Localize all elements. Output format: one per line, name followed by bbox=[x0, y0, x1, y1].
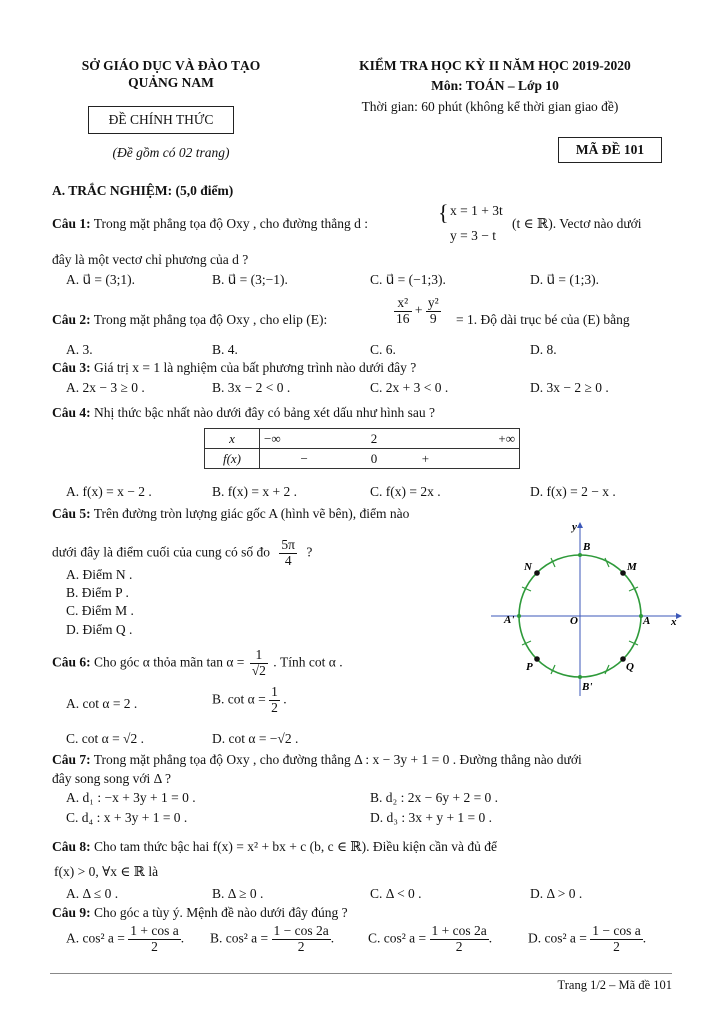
pages-note: (Đề gồm có 02 trang) bbox=[112, 145, 230, 160]
exam-code: MÃ ĐỀ 101 bbox=[558, 137, 662, 163]
q5-stem bbox=[52, 506, 409, 522]
q5-text2a: dưới đây là điểm cuối của cung có số đo bbox=[52, 544, 271, 560]
q5-opt-d[interactable]: D. Điểm Q . bbox=[66, 622, 133, 637]
sign-f-b: 0 bbox=[348, 449, 399, 469]
sign-x-b: 2 bbox=[348, 429, 399, 449]
sign-row-x bbox=[205, 429, 520, 449]
q6-text-b: . Tính cot α . bbox=[273, 654, 343, 670]
label-p: P bbox=[526, 661, 533, 673]
q8-opt-b[interactable]: B. Δ ≥ 0 . bbox=[212, 886, 264, 901]
q4-opt-b[interactable]: B. f(x) = x + 2 . bbox=[212, 484, 297, 499]
q5-stem2 bbox=[52, 538, 312, 569]
label-o: O bbox=[570, 615, 578, 627]
q9-opt-d-num: 1 − cos a bbox=[592, 923, 641, 938]
sign-head-x: x bbox=[205, 429, 260, 449]
q1-brace: { bbox=[438, 200, 449, 225]
official-label: ĐỀ CHÍNH THỨC bbox=[88, 106, 234, 134]
y-axis-arrow bbox=[577, 522, 583, 528]
q9-opt-d-den: 2 bbox=[613, 938, 620, 954]
q3-opt-a[interactable]: A. 2x − 3 ≥ 0 . bbox=[66, 380, 145, 395]
label-a-prime: A' bbox=[504, 614, 515, 626]
sign-f-c: + bbox=[400, 449, 520, 469]
q8-opt-d[interactable]: D. Δ > 0 . bbox=[530, 886, 583, 901]
q9-opt-a-end: . bbox=[180, 930, 185, 946]
q6-opt-b-den: 2 bbox=[271, 699, 278, 715]
q9-opt-c-num: 1 + cos 2a bbox=[431, 923, 487, 938]
q9-opt-c[interactable] bbox=[368, 924, 492, 955]
point-b-prime bbox=[578, 675, 582, 679]
q9-opt-b-text: B. cos² a = bbox=[210, 930, 269, 946]
q6-opt-b-text: B. cot α = bbox=[212, 691, 266, 707]
q1-label: Câu 1: bbox=[52, 216, 91, 231]
q7-label: Câu 7: bbox=[52, 752, 91, 767]
q2-frac1 bbox=[394, 296, 441, 327]
q5-opt-a[interactable]: A. Điểm N . bbox=[66, 567, 133, 582]
q6-opt-a[interactable]: A. cot α = 2 . bbox=[66, 696, 138, 711]
q2-opt-b[interactable]: B. 4. bbox=[212, 342, 238, 357]
point-n bbox=[534, 570, 540, 576]
q7-text2: đây song song với Δ ? bbox=[52, 771, 171, 786]
q2-label: Câu 2: bbox=[52, 312, 91, 327]
q5-opt-b[interactable]: B. Điểm P . bbox=[66, 585, 129, 600]
q9-label: Câu 9: bbox=[52, 905, 91, 920]
q1-sys1: x = 1 + 3t bbox=[450, 203, 503, 218]
q2-text-b: = 1. Độ dài trục bé của (E) bằng bbox=[456, 312, 630, 327]
q2-opt-d[interactable]: D. 8. bbox=[530, 342, 557, 357]
q6-frac-den: √2 bbox=[251, 662, 266, 678]
q5-text2b: ? bbox=[306, 544, 313, 560]
q6-opt-d[interactable]: D. cot α = −√2 . bbox=[212, 731, 299, 746]
q9-opt-a-den: 2 bbox=[151, 938, 158, 954]
dept-line2: QUẢNG NAM bbox=[128, 75, 214, 90]
q1-opt-a[interactable]: A. u⃗ = (3;1). bbox=[66, 272, 136, 287]
q5-frac-num: 5π bbox=[281, 537, 295, 552]
q5-opt-c[interactable]: C. Điểm M . bbox=[66, 603, 134, 618]
q9-stem bbox=[52, 905, 348, 921]
q9-opt-d[interactable] bbox=[528, 924, 646, 955]
page-footer: Trang 1/2 – Mã đề 101 bbox=[557, 978, 672, 992]
subject: Môn: TOÁN – Lớp 10 bbox=[431, 78, 559, 93]
q9-opt-c-den: 2 bbox=[455, 938, 463, 954]
q1-text2: đây là một vectơ chỉ phương của d ? bbox=[52, 252, 249, 267]
q2-f2-den: 9 bbox=[429, 310, 437, 326]
q8-stem bbox=[52, 839, 497, 855]
q2-opt-a[interactable]: A. 3. bbox=[66, 342, 93, 357]
q5-text: Trên đường tròn lượng giác gốc A (hình vẽ bên), điểm nào bbox=[93, 506, 410, 521]
q1-cond: (t ∈ ℝ). Vectơ nào dưới bbox=[512, 216, 642, 231]
q4-opt-c[interactable]: C. f(x) = 2x . bbox=[370, 484, 441, 499]
q8-opt-c[interactable]: C. Δ < 0 . bbox=[370, 886, 422, 901]
q9-opt-d-end: . bbox=[642, 930, 647, 946]
q6-opt-b-end: . bbox=[283, 691, 287, 707]
q2-plus: + bbox=[414, 302, 423, 318]
q4-label: Câu 4: bbox=[52, 405, 91, 420]
q3-label: Câu 3: bbox=[52, 360, 91, 375]
q7-text: Trong mặt phẳng tọa độ Oxy , cho đường thẳng Δ : x − 3y + 1 = 0 . Đường thẳng nào dưới bbox=[93, 752, 582, 767]
sign-row-f bbox=[205, 449, 520, 469]
exam-time: Thời gian: 60 phút (không kể thời gian giao đề) bbox=[361, 99, 619, 114]
q8-text2: f(x) > 0, ∀x ∈ ℝ là bbox=[54, 864, 159, 879]
trig-circle-figure bbox=[486, 520, 686, 700]
q1-opt-b[interactable]: B. u⃗ = (3;−1). bbox=[212, 272, 288, 287]
q9-opt-a-text: A. cos² a = bbox=[66, 930, 125, 946]
sign-x-c: +∞ bbox=[400, 429, 520, 449]
q6-frac-num: 1 bbox=[250, 648, 268, 664]
q9-opt-b-den: 2 bbox=[297, 938, 305, 954]
q9-opt-c-end: . bbox=[488, 930, 493, 946]
q6-opt-b[interactable] bbox=[212, 685, 287, 716]
q9-text: Cho góc a tùy ý. Mệnh đề nào dưới đây đúng ? bbox=[94, 905, 348, 920]
q6-label: Câu 6: bbox=[52, 654, 91, 670]
dept-line1: SỞ GIÁO DỤC VÀ ĐÀO TẠO bbox=[81, 58, 261, 73]
point-m bbox=[620, 570, 626, 576]
q5-frac-den: 4 bbox=[284, 552, 292, 568]
q9-opt-b-num: 1 − cos 2a bbox=[273, 923, 329, 938]
q6-text-a: Cho góc α thỏa mãn tan α = bbox=[94, 654, 245, 670]
q8-label: Câu 8: bbox=[52, 839, 91, 854]
q4-opt-d[interactable]: D. f(x) = 2 − x . bbox=[530, 484, 616, 499]
point-p bbox=[534, 656, 540, 662]
q7-opt-d[interactable]: D. d₃ : 3x + y + 1 = 0 . bbox=[370, 810, 493, 825]
q5-label: Câu 5: bbox=[52, 506, 91, 521]
section-a-title: A. TRẮC NGHIỆM: (5,0 điểm) bbox=[52, 183, 234, 198]
label-a: A bbox=[643, 615, 651, 627]
q9-opt-a-num: 1 + cos a bbox=[130, 923, 179, 938]
sign-head-f: f(x) bbox=[205, 449, 260, 469]
point-b bbox=[578, 553, 582, 557]
q7-opt-b[interactable]: B. d₂ : 2x − 6y + 2 = 0 . bbox=[370, 790, 499, 805]
sign-table bbox=[204, 428, 520, 469]
label-m: M bbox=[627, 561, 637, 573]
q9-opt-d-text: D. cos² a = bbox=[528, 930, 587, 946]
exam-title: KIỂM TRA HỌC KỲ II NĂM HỌC 2019-2020 bbox=[359, 58, 631, 73]
q8-text: Cho tam thức bậc hai f(x) = x² + bx + c (b, c ∈ ℝ). Điều kiện cần và đủ để bbox=[94, 839, 497, 854]
q2-opt-c[interactable]: C. 6. bbox=[370, 342, 396, 357]
x-axis-arrow bbox=[676, 613, 682, 619]
point-q bbox=[620, 656, 626, 662]
q7-opt-a[interactable]: A. d₁ : −x + 3y + 1 = 0 . bbox=[66, 790, 196, 805]
q4-opt-a[interactable]: A. f(x) = x − 2 . bbox=[66, 484, 152, 499]
q3-opt-b[interactable]: B. 3x − 2 < 0 . bbox=[212, 380, 291, 395]
q7-opt-c[interactable]: C. d₄ : x + 3y + 1 = 0 . bbox=[66, 810, 188, 825]
q3-opt-d[interactable]: D. 3x − 2 ≥ 0 . bbox=[530, 380, 609, 395]
q2-f2-num: y² bbox=[427, 295, 439, 310]
sign-x-a: −∞ bbox=[260, 429, 349, 449]
label-b: B bbox=[583, 541, 591, 553]
label-n: N bbox=[524, 561, 532, 573]
q9-opt-b[interactable] bbox=[210, 924, 334, 955]
q2-stem bbox=[52, 312, 327, 328]
q6-opt-b-num: 1 bbox=[271, 684, 278, 699]
q9-opt-a[interactable] bbox=[66, 924, 184, 955]
q7-stem bbox=[52, 752, 582, 768]
q8-opt-a[interactable]: A. Δ ≤ 0 . bbox=[66, 886, 119, 901]
q1-sys2: y = 3 − t bbox=[450, 228, 496, 243]
q2-f1-den: 16 bbox=[396, 310, 410, 326]
q4-text: Nhị thức bậc nhất nào dưới đây có bảng xét dấu như hình sau ? bbox=[94, 405, 436, 420]
footer-divider bbox=[50, 973, 672, 974]
label-y: y bbox=[572, 521, 577, 533]
q3-text: Giá trị x = 1 là nghiệm của bất phương trình nào dưới đây ? bbox=[94, 360, 417, 375]
q9-opt-c-text: C. cos² a = bbox=[368, 930, 427, 946]
q1-opt-c[interactable]: C. u⃗ = (−1;3). bbox=[370, 272, 446, 287]
q3-stem bbox=[52, 360, 416, 376]
q2-text-a: Trong mặt phẳng tọa độ Oxy , cho elip (E): bbox=[93, 312, 328, 327]
sign-f-a: − bbox=[260, 449, 349, 469]
q1-stem bbox=[52, 216, 368, 232]
label-x: x bbox=[671, 616, 677, 628]
q4-stem bbox=[52, 405, 435, 421]
q3-opt-c[interactable]: C. 2x + 3 < 0 . bbox=[370, 380, 449, 395]
q6-stem bbox=[52, 648, 343, 679]
q1-opt-d[interactable]: D. u⃗ = (1;3). bbox=[530, 272, 600, 287]
label-q: Q bbox=[626, 661, 634, 673]
label-b-prime: B' bbox=[582, 681, 593, 693]
q9-opt-b-end: . bbox=[330, 930, 335, 946]
q6-opt-c[interactable]: C. cot α = √2 . bbox=[66, 731, 144, 746]
q2-f1-num: x² bbox=[394, 296, 412, 312]
q1-text: Trong mặt phẳng tọa độ Oxy , cho đường thẳng d : bbox=[93, 216, 368, 231]
point-a-prime bbox=[517, 614, 521, 618]
